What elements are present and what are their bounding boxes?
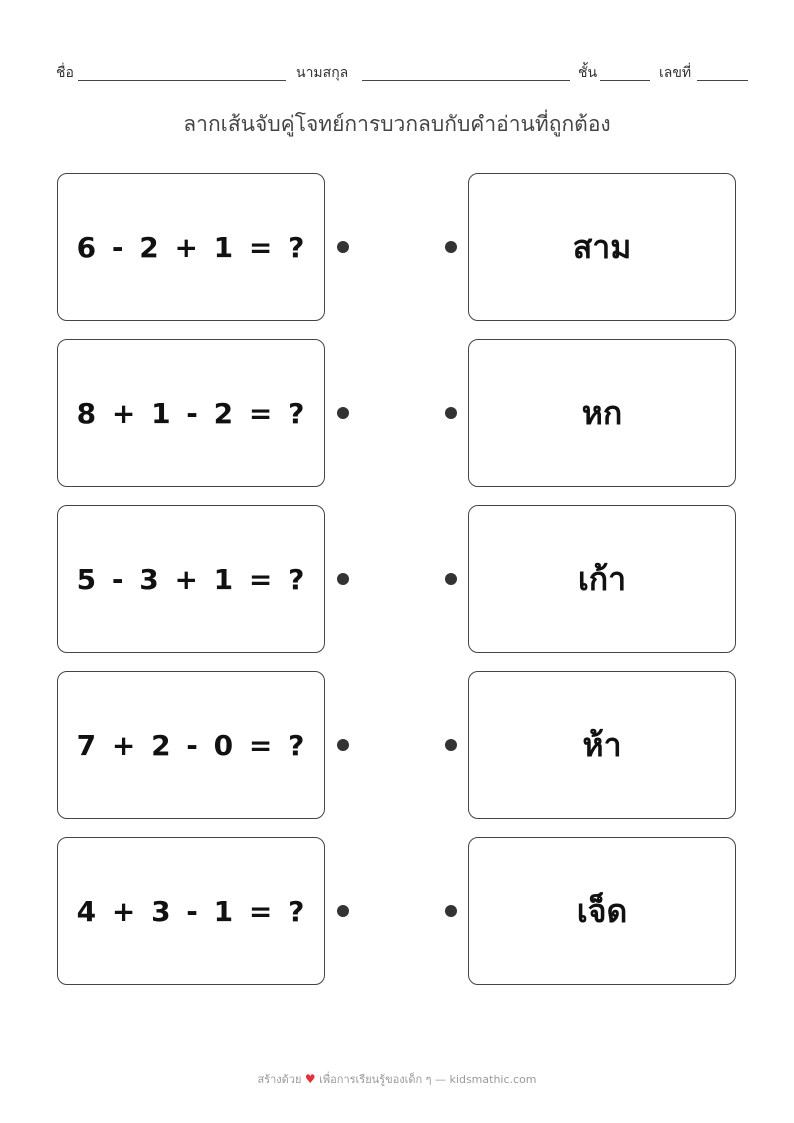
expression-card [57, 339, 325, 487]
word-text: เก้า [577, 559, 627, 598]
right-connector-dot[interactable] [445, 905, 457, 917]
left-connector-dot[interactable] [337, 905, 349, 917]
left-connector-dot[interactable] [337, 739, 349, 751]
right-connector-dot[interactable] [445, 241, 457, 253]
worksheet-title: ลากเส้นจับคู่โจทย์การบวกลบกับคำอ่านที่ถูกต้อง [183, 112, 611, 136]
word-text: สาม [572, 227, 632, 266]
number-field[interactable] [659, 62, 691, 84]
word-text: ห้า [582, 725, 622, 764]
surname-line[interactable] [362, 80, 570, 81]
number-line[interactable] [697, 80, 748, 81]
right-connector-dot[interactable] [445, 739, 457, 751]
expression-text: 4 + 3 - 1 = ? [76, 894, 306, 928]
left-connector-dot[interactable] [337, 573, 349, 585]
footer [0, 1070, 794, 1088]
match-row [0, 173, 794, 321]
word-card [468, 339, 736, 487]
match-row [0, 505, 794, 653]
expression-card [57, 671, 325, 819]
right-connector-dot[interactable] [445, 573, 457, 585]
match-row [0, 339, 794, 487]
right-connector-dot[interactable] [445, 407, 457, 419]
expression-card [57, 837, 325, 985]
word-card [468, 173, 736, 321]
name-line[interactable] [78, 80, 286, 81]
name-field[interactable] [56, 62, 74, 84]
student-info-header [56, 62, 748, 86]
class-label: ชั้น [578, 65, 598, 81]
number-label: เลขที่ [659, 65, 692, 81]
expression-text: 5 - 3 + 1 = ? [76, 562, 306, 596]
surname-label: นามสกุล [296, 65, 349, 81]
left-connector-dot[interactable] [337, 241, 349, 253]
class-field[interactable] [578, 62, 597, 84]
footer-prefix: สร้างด้วย [257, 1073, 302, 1086]
match-row [0, 671, 794, 819]
expression-text: 8 + 1 - 2 = ? [76, 396, 306, 430]
footer-suffix: เพื่อการเรียนรู้ของเด็ก ๆ — kidsmathic.com [319, 1073, 537, 1086]
name-label: ชื่อ [56, 65, 74, 81]
word-text: หก [581, 393, 623, 432]
word-card [468, 505, 736, 653]
word-card [468, 671, 736, 819]
expression-text: 7 + 2 - 0 = ? [76, 728, 306, 762]
expression-card [57, 173, 325, 321]
expression-text: 6 - 2 + 1 = ? [76, 230, 306, 264]
match-row [0, 837, 794, 985]
left-connector-dot[interactable] [337, 407, 349, 419]
word-card [468, 837, 736, 985]
word-text: เจ็ด [576, 891, 628, 930]
surname-field[interactable] [296, 62, 348, 84]
expression-card [57, 505, 325, 653]
heart-icon: ♥ [304, 1072, 316, 1086]
class-line[interactable] [600, 80, 650, 81]
